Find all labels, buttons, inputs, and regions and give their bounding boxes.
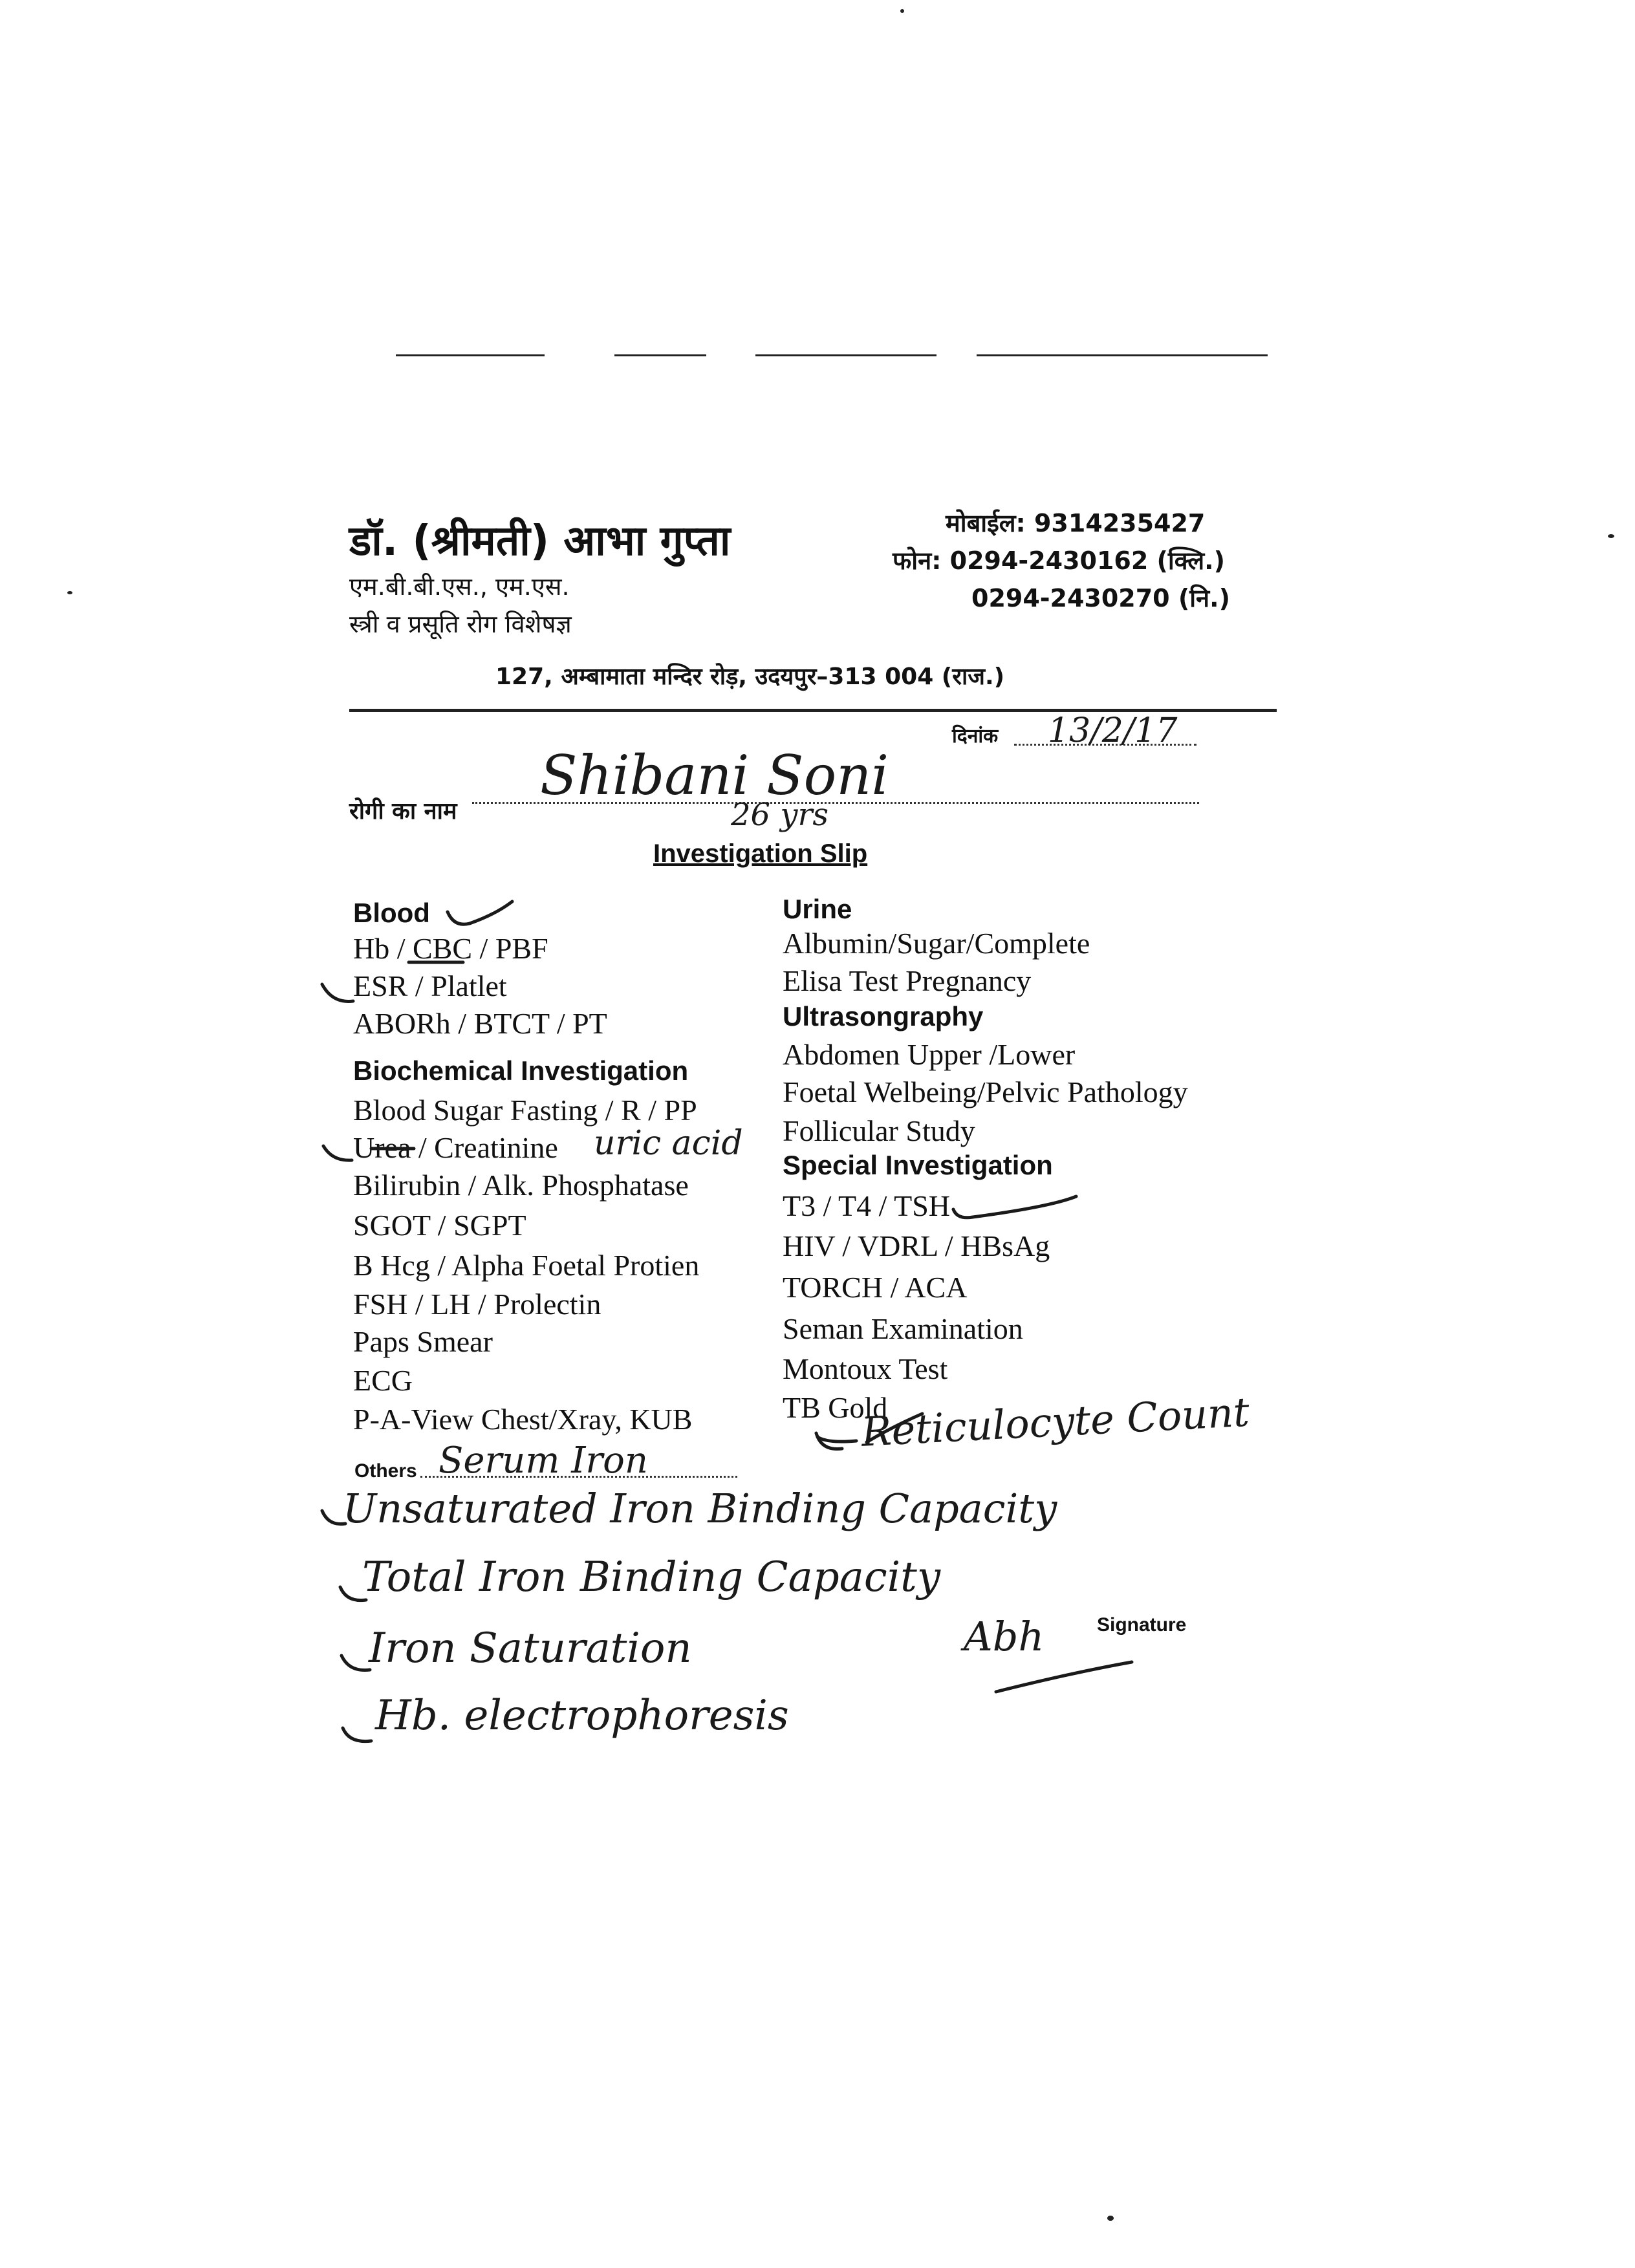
usg-item-2: Foetal Welbeing/Pelvic Pathology [783, 1075, 1188, 1108]
biochem-heading: Biochemical Investigation [353, 1055, 689, 1086]
qualification: एम.बी.बी.एस., एम.एस. [349, 572, 570, 601]
signature-stroke [996, 1662, 1132, 1692]
phone-clinic: फोन: 0294-2430162 (क्लि.) [893, 546, 1225, 575]
hb-electrophoresis-note: Hb. electrophoresis [375, 1692, 789, 1740]
blood-heading: Blood [353, 898, 430, 928]
specialty: स्त्री व प्रसूति रोग विशेषज्ञ [349, 610, 572, 638]
urine-item-1: Albumin/Sugar/Complete [783, 927, 1090, 960]
urine-item-2: Elisa Test Pregnancy [783, 964, 1032, 997]
urea-check-mark [323, 1146, 352, 1160]
special-heading: Special Investigation [783, 1150, 1053, 1180]
biochem-item-6: FSH / LH / Prolectin [353, 1288, 601, 1321]
blood-item-2: ESR / Platlet [353, 969, 507, 1002]
serum-iron-note: Serum Iron [439, 1440, 648, 1482]
biochem-item-7: Paps Smear [353, 1325, 493, 1358]
unsat-check-mark [322, 1511, 345, 1524]
usg-heading: Ultrasongraphy [783, 1001, 984, 1031]
date-label: दिनांक [952, 725, 999, 748]
biochem-item-9: P-A-View Chest/Xray, KUB [353, 1403, 693, 1436]
mobile-number: मोबाईल: 9314235427 [946, 509, 1206, 537]
blood-item-3: ABORh / BTCT / PT [353, 1007, 607, 1040]
special-item-1: T3 / T4 / TSH [783, 1189, 950, 1222]
scan-speck-3 [67, 591, 72, 594]
tsh-check-mark [953, 1196, 1076, 1218]
signature-label: Signature [1097, 1614, 1187, 1636]
biochem-item-3: Bilirubin / Alk. Phosphatase [353, 1169, 689, 1202]
total-iron-note: Total Iron Binding Capacity [362, 1553, 941, 1601]
special-item-6: TB Gold [783, 1391, 888, 1424]
special-item-4: Seman Examination [783, 1312, 1023, 1345]
patient-name: Shibani Soni [540, 744, 889, 807]
usg-item-3: Follicular Study [783, 1114, 975, 1147]
scan-speck-4 [1107, 2216, 1114, 2221]
special-item-2: HIV / VDRL / HBsAg [783, 1229, 1050, 1262]
esr-check-mark [322, 984, 353, 1001]
doctor-name: डॉ. (श्रीमती) आभा गुप्ता [349, 517, 731, 565]
scan-speck-1 [900, 9, 904, 13]
iron-saturation-note: Iron Saturation [369, 1625, 692, 1672]
urine-heading: Urine [783, 894, 852, 924]
biochem-item-8: ECG [353, 1364, 413, 1397]
special-item-5: Montoux Test [783, 1352, 948, 1385]
reticulocyte-check-mark [817, 1437, 856, 1442]
initials-note: Abh [964, 1613, 1045, 1660]
blood-check-mark [448, 902, 512, 924]
biochem-item-1: Blood Sugar Fasting / R / PP [353, 1094, 697, 1127]
phone-residence: 0294-2430270 (नि.) [971, 584, 1230, 612]
scan-speck-2 [1608, 534, 1614, 538]
reticulocyte-note: Reticulocyte Count [860, 1388, 1251, 1456]
date-value: 13/2/17 [1048, 711, 1178, 750]
uric-acid-note: uric acid [594, 1124, 743, 1163]
biochem-item-4: SGOT / SGPT [353, 1209, 526, 1242]
special-item-3: TORCH / ACA [783, 1271, 968, 1304]
saturation-check-mark [341, 1656, 370, 1670]
unsaturated-note: Unsaturated Iron Binding Capacity [343, 1485, 1057, 1532]
patient-label: रोगी का नाम [349, 798, 457, 825]
patient-age: 26 yrs [731, 797, 829, 833]
blood-item-1: Hb / CBC / PBF [353, 932, 548, 965]
slip-title: Investigation Slip [653, 839, 868, 868]
biochem-item-5: B Hcg / Alpha Foetal Protien [353, 1249, 700, 1282]
usg-item-1: Abdomen Upper /Lower [783, 1038, 1076, 1071]
hb-check-mark [343, 1728, 371, 1742]
biochem-item-2: Urea / Creatinine [353, 1131, 558, 1164]
clinic-address: 127, अम्बामाता मन्दिर रोड़, उदयपुर–313 004 (राज.) [495, 664, 1005, 690]
others-label: Others [354, 1460, 417, 1482]
